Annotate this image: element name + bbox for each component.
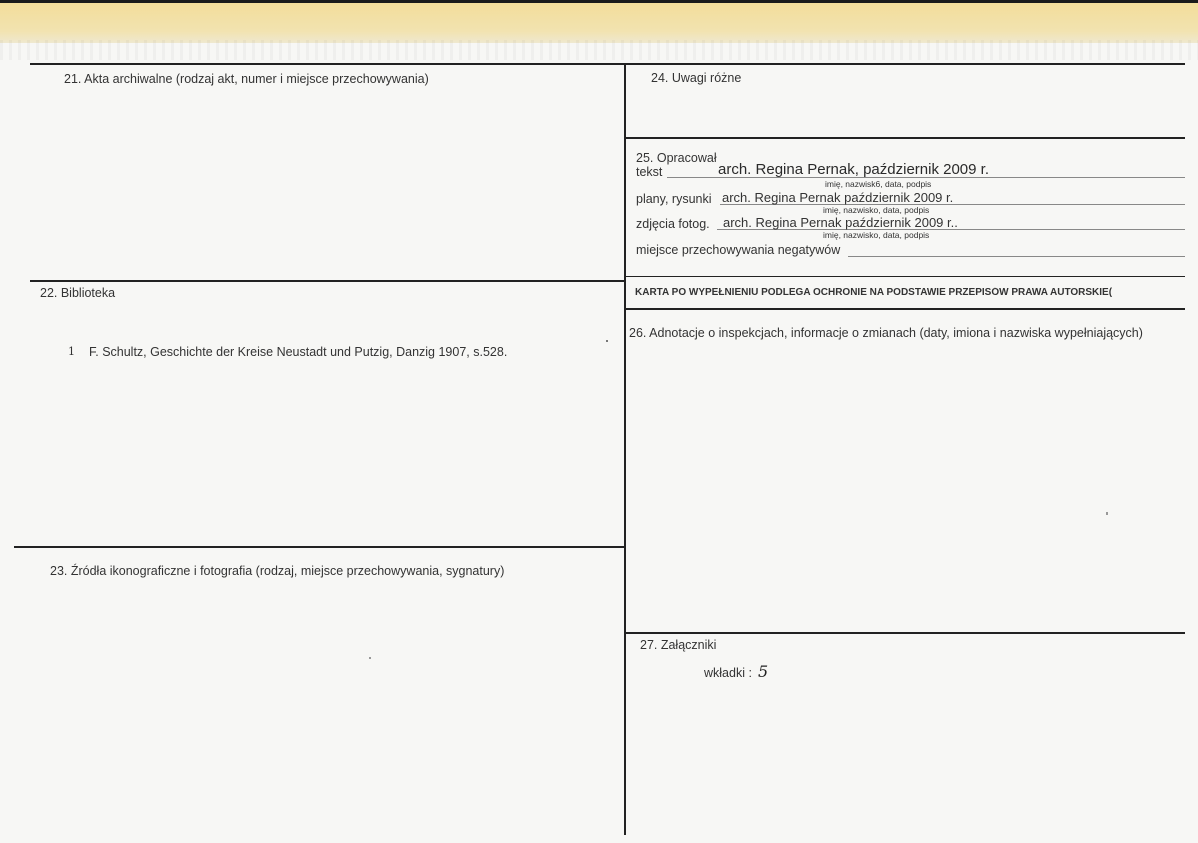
scan-speck <box>369 657 371 659</box>
section-24-title: 24. Uwagi różne <box>651 71 742 85</box>
wkladki-label: wkładki : <box>704 666 752 680</box>
negatywy-underline <box>848 256 1185 257</box>
rule-right-24-25 <box>625 137 1185 139</box>
tekst-caption: imię, nazwisk6, data, podpis <box>825 179 932 189</box>
rule-left-21-22 <box>30 280 625 282</box>
plany-value: arch. Regina Pernak październik 2009 r. <box>722 190 954 205</box>
rule-top <box>30 63 1185 65</box>
scan-noise-band <box>0 40 1198 60</box>
section-21-title: 21. Akta archiwalne (rodzaj akt, numer i miejsce przechowywania) <box>64 72 429 86</box>
rule-right-26-27 <box>625 632 1185 634</box>
rule-right-25-copy <box>625 276 1185 277</box>
copyright-notice: KARTA PO WYPEŁNIENIU PODLEGA OCHRONIE NA PODSTAWIE PRZEPISÓW PRAWA AUTORSKIE( <box>635 287 1113 298</box>
zdjecia-caption: imię, nazwisko, data, podpis <box>823 230 930 240</box>
tekst-value: arch. Regina Pernak, październik 2009 r. <box>718 161 989 178</box>
library-entry-text: F. Schultz, Geschichte der Kreise Neustadt und Putzig, Danzig 1907, s.528. <box>89 345 508 359</box>
plany-caption: imię, nazwisko, data, podpis <box>823 205 930 215</box>
zdjecia-label: zdjęcia fotog. <box>636 217 710 231</box>
section-26-title: 26. Adnotacje o inspekcjach, informacje o zmianach (daty, imiona i nazwiska wypełniających) <box>629 326 1143 340</box>
library-entry-number: 1 <box>68 345 75 358</box>
zdjecia-value: arch. Regina Pernak październik 2009 r.. <box>723 215 958 230</box>
rule-left-22-23 <box>14 546 625 548</box>
section-23-title: 23. Źródła ikonograficzne i fotografia (rodzaj, miejsce przechowywania, sygnatury) <box>50 564 505 578</box>
scan-speck <box>1106 512 1108 515</box>
scan-speck <box>606 340 608 342</box>
section-27-title: 27. Załączniki <box>640 638 717 652</box>
rule-center <box>624 63 626 835</box>
plany-label: plany, rysunki <box>636 192 712 206</box>
section-22-title: 22. Biblioteka <box>40 286 116 300</box>
section-25-title: 25. Opracował <box>636 151 717 165</box>
tekst-label: tekst <box>636 165 663 179</box>
negatywy-label: miejsce przechowywania negatywów <box>636 243 841 257</box>
rule-right-copy-26 <box>625 308 1185 310</box>
wkladki-value: 5 <box>758 662 769 681</box>
scan-top-edge <box>0 0 1198 43</box>
